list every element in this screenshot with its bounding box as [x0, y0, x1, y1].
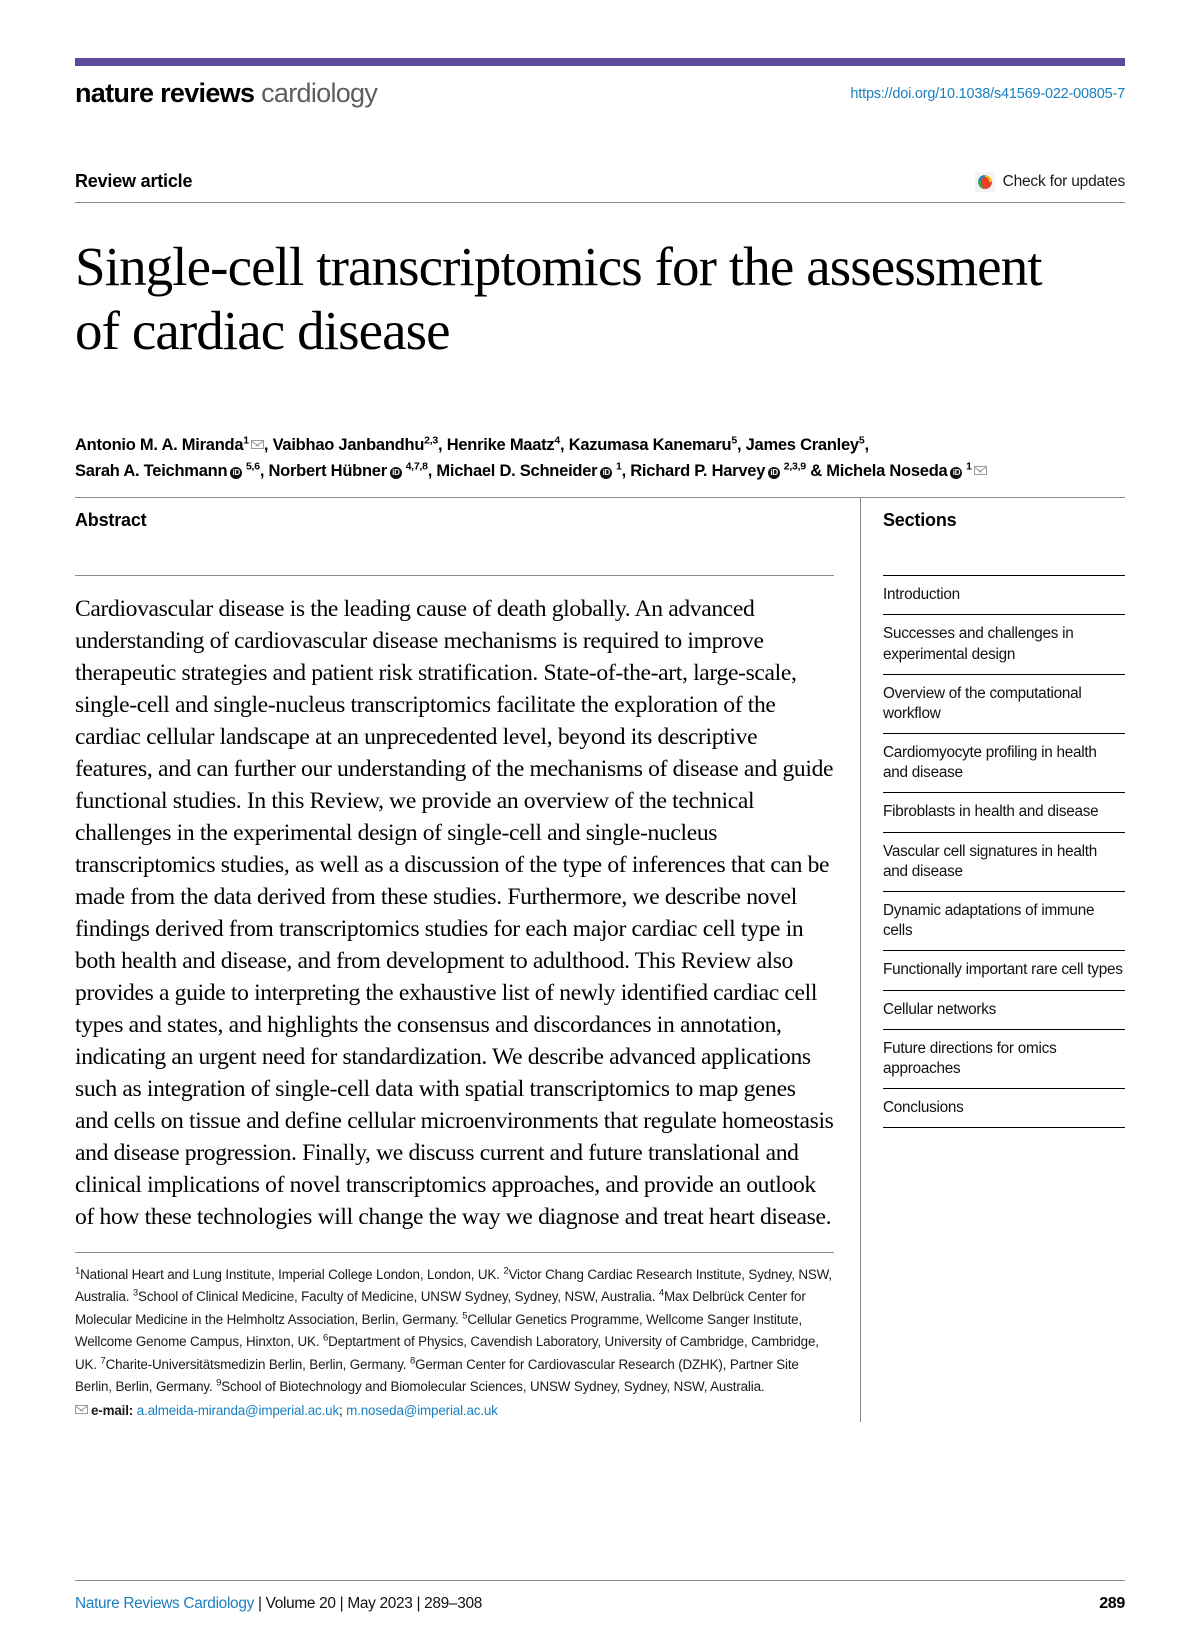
author-name: Richard P. Harvey	[630, 462, 766, 481]
affiliation-number: 3	[132, 1287, 139, 1299]
author-affiliation-ref: 5	[731, 434, 737, 447]
sections-column	[860, 498, 1125, 1422]
affiliation-number: 6	[322, 1332, 329, 1344]
page-footer	[75, 1580, 1125, 1613]
affiliation-number: 4	[658, 1287, 664, 1299]
footer-citation	[75, 1595, 482, 1613]
article-type-row	[75, 171, 1125, 192]
article-type-label: Review article	[75, 171, 193, 191]
page-number: 289	[1099, 1595, 1125, 1612]
author-affiliation-ref: 4	[554, 434, 561, 447]
author-affiliation-ref: 4,7,8	[402, 460, 428, 473]
author-name: James Cranley	[745, 435, 859, 454]
abstract-text: Cardiovascular disease is the leading cause of death globally. An advanced understanding of cardiovascular disease mechanisms is required to improve therapeutic strategies and patient risk stratification. State-of-the-art, large-scale, single-cell and single-nucleus transcriptomics facilitate the exploration of the cardiac cellular landscape at an unprecedented level, beyond its descriptive features, and can further our understanding of the mechanisms of disease and guide functional studies. In this Review, we provide an overview of the technical challenges in the experimental design of single-cell and single-nucleus transcriptomics studies, as well as a discussion of the type of inferences that can be made from the data derived from these studies. Furthermore, we describe novel findings derived from transcriptomics studies for each major cardiac cell type in both health and disease, and from development to adulthood. This Review also provides a guide to interpreting the exhaustive list of newly identified cardiac cell types and states, and highlights the consensus and discordances in annotation, indicating an urgent need for standardization. We describe advanced applications such as integration of single-cell data with spatial transcriptomics to map genes and cells on tissue and define cellular microenvironments that regulate homeostasis and disease progression. Finally, we discuss current and future translational and clinical implications of novel transcriptomics approaches, and provide an outlook of how these technologies will change the way we diagnose and treat heart disease.	[75, 596, 834, 1230]
section-link-3[interactable]: Overview of the computational workflow	[883, 675, 1125, 734]
affiliation-text: School of Clinical Medicine, Faculty of Medicine, UNSW Sydney, Sydney, NSW, Australia.	[138, 1289, 659, 1305]
author-affiliation-ref: 2,3,9	[781, 460, 806, 473]
article-page	[0, 58, 1200, 1651]
section-link-2[interactable]: Successes and challenges in experimental design	[883, 615, 1125, 674]
author-name: Michael D. Schneider	[436, 462, 598, 481]
orcid-icon[interactable]: iD	[768, 467, 780, 479]
author-name: Vaibhao Janbandhu	[272, 435, 425, 454]
affiliations-text	[75, 1264, 834, 1399]
orcid-icon[interactable]: iD	[390, 467, 402, 479]
affiliation-text: Cellular Genetics Programme, Wellcome Sanger Institute, Wellcome Genome Campus, Hinxton, UK.	[75, 1311, 803, 1350]
journal-logo-light: cardiology	[261, 78, 378, 108]
page-title: Single-cell transcriptomics for the assessment of cardiac disease	[75, 236, 1042, 362]
check-for-updates-label: Check for updates	[1002, 172, 1125, 190]
author-name: Antonio M. A. Miranda	[75, 435, 244, 454]
corresponding-email-line	[75, 1400, 834, 1423]
section-link-6[interactable]: Vascular cell signatures in health and disease	[883, 833, 1125, 892]
journal-logo-bold: nature reviews	[75, 78, 255, 108]
check-for-updates-button[interactable]	[975, 172, 1125, 192]
section-link-1[interactable]: Introduction	[883, 576, 1125, 615]
author-affiliation-ref: 5	[858, 434, 865, 447]
email-link-2[interactable]: m.noseda@imperial.ac.uk	[346, 1402, 498, 1418]
footer-divider	[75, 1580, 1125, 1581]
orcid-icon[interactable]: iD	[600, 467, 612, 479]
section-link-9[interactable]: Cellular networks	[883, 991, 1125, 1030]
author-list	[75, 432, 1125, 485]
author-line-2: Sarah A. Teichmann iD $^{5,6}$, Norbert Hübner iD $^{4,7,8}$, Michael D. Schneider iD $^1$, Richard P. Harvey iD $^{2,3,9}$ & Michela Noseda iD $^1$	[75, 458, 1125, 485]
author-name: Sarah A. Teichmann	[75, 462, 228, 481]
affiliation-number: 2	[503, 1265, 509, 1277]
affiliation-number: 1	[75, 1265, 81, 1277]
abstract-heading: Abstract	[75, 510, 147, 531]
sections-heading: Sections	[883, 510, 957, 531]
orcid-icon[interactable]: iD	[950, 467, 962, 479]
envelope-icon	[75, 1405, 88, 1414]
envelope-icon[interactable]	[974, 466, 987, 475]
author-name: Norbert Hübner	[268, 462, 387, 481]
section-link-7[interactable]: Dynamic adaptations of immune cells	[883, 892, 1125, 951]
abstract-divider	[75, 575, 834, 576]
author-name: Kazumasa Kanemaru	[568, 435, 732, 454]
affiliation-number: 8	[409, 1355, 416, 1367]
email-link-1[interactable]: a.almeida-miranda@imperial.ac.uk	[136, 1402, 340, 1418]
masthead	[75, 80, 1125, 107]
header-divider	[75, 202, 1125, 203]
brand-color-bar	[75, 58, 1125, 66]
affiliation-text: Victor Chang Cardiac Research Institute, Sydney, NSW, Australia.	[75, 1266, 832, 1305]
affiliation-number: 7	[100, 1355, 106, 1367]
affiliation-text: National Heart and Lung Institute, Imperial College London, London, UK.	[80, 1266, 504, 1282]
author-affiliation-ref: 1	[243, 434, 249, 447]
affiliations-block	[75, 1252, 834, 1423]
affiliation-text: Deptartment of Physics, Cavendish Laboratory, University of Cambridge, Cambridge, UK.	[75, 1334, 819, 1372]
author-name: Henrike Maatz	[446, 435, 555, 454]
section-link-8[interactable]: Functionally important rare cell types	[883, 951, 1125, 990]
sections-list	[883, 575, 1125, 1128]
section-link-4[interactable]: Cardiomyocyte profiling in health and disease	[883, 734, 1125, 793]
footer-row	[75, 1595, 1125, 1613]
footer-journal-name[interactable]: Nature Reviews Cardiology	[75, 1595, 254, 1612]
orcid-icon[interactable]: iD	[230, 467, 242, 479]
journal-logo	[75, 80, 377, 107]
author-line-1: Antonio M. A. Miranda$^1$ , Vaibhao Janbandhu$^{2,3}$, Henrike Maatz$^4$, Kazumasa Kanemaru$^5$, James Cranley$^5$,	[75, 434, 869, 454]
crossmark-icon	[975, 172, 995, 192]
email-links: a.almeida-miranda@imperial.ac.uk; m.noseda@imperial.ac.uk	[136, 1402, 498, 1418]
body-columns	[75, 497, 1125, 1422]
section-link-10[interactable]: Future directions for omics approaches	[883, 1030, 1125, 1089]
footer-volume-info: | Volume 20 | May 2023 | 289–308	[253, 1595, 482, 1612]
doi-link[interactable]: https://doi.org/10.1038/s41569-022-00805-7	[850, 86, 1125, 102]
author-affiliation-ref: 5,6	[243, 460, 260, 473]
abstract-column	[75, 498, 860, 1422]
author-affiliation-ref: 2,3	[424, 434, 439, 447]
affiliation-text: Charite-Universitätsmedizin Berlin, Berlin, Germany.	[105, 1356, 410, 1372]
email-label: e-mail:	[91, 1402, 134, 1418]
envelope-icon[interactable]	[251, 440, 264, 449]
affiliation-text: Max Delbrück Center for Molecular Medicine in the Helmholtz Association, Berlin, Germany.	[75, 1289, 806, 1327]
author-name: Michela Noseda	[826, 462, 948, 481]
affiliation-text: School of Biotechnology and Biomolecular Sciences, UNSW Sydney, Sydney, NSW, Australia.	[221, 1379, 765, 1395]
section-link-5[interactable]: Fibroblasts in health and disease	[883, 793, 1125, 832]
author-affiliation-ref: 1	[963, 460, 972, 473]
author-affiliation-ref: 1	[613, 460, 622, 473]
affiliation-number: 5	[462, 1310, 468, 1322]
affiliation-text: German Center for Cardiovascular Research (DZHK), Partner Site Berlin, Berlin, Germany.	[75, 1356, 799, 1395]
section-link-11[interactable]: Conclusions	[883, 1089, 1125, 1128]
affiliation-number: 9	[216, 1377, 222, 1389]
